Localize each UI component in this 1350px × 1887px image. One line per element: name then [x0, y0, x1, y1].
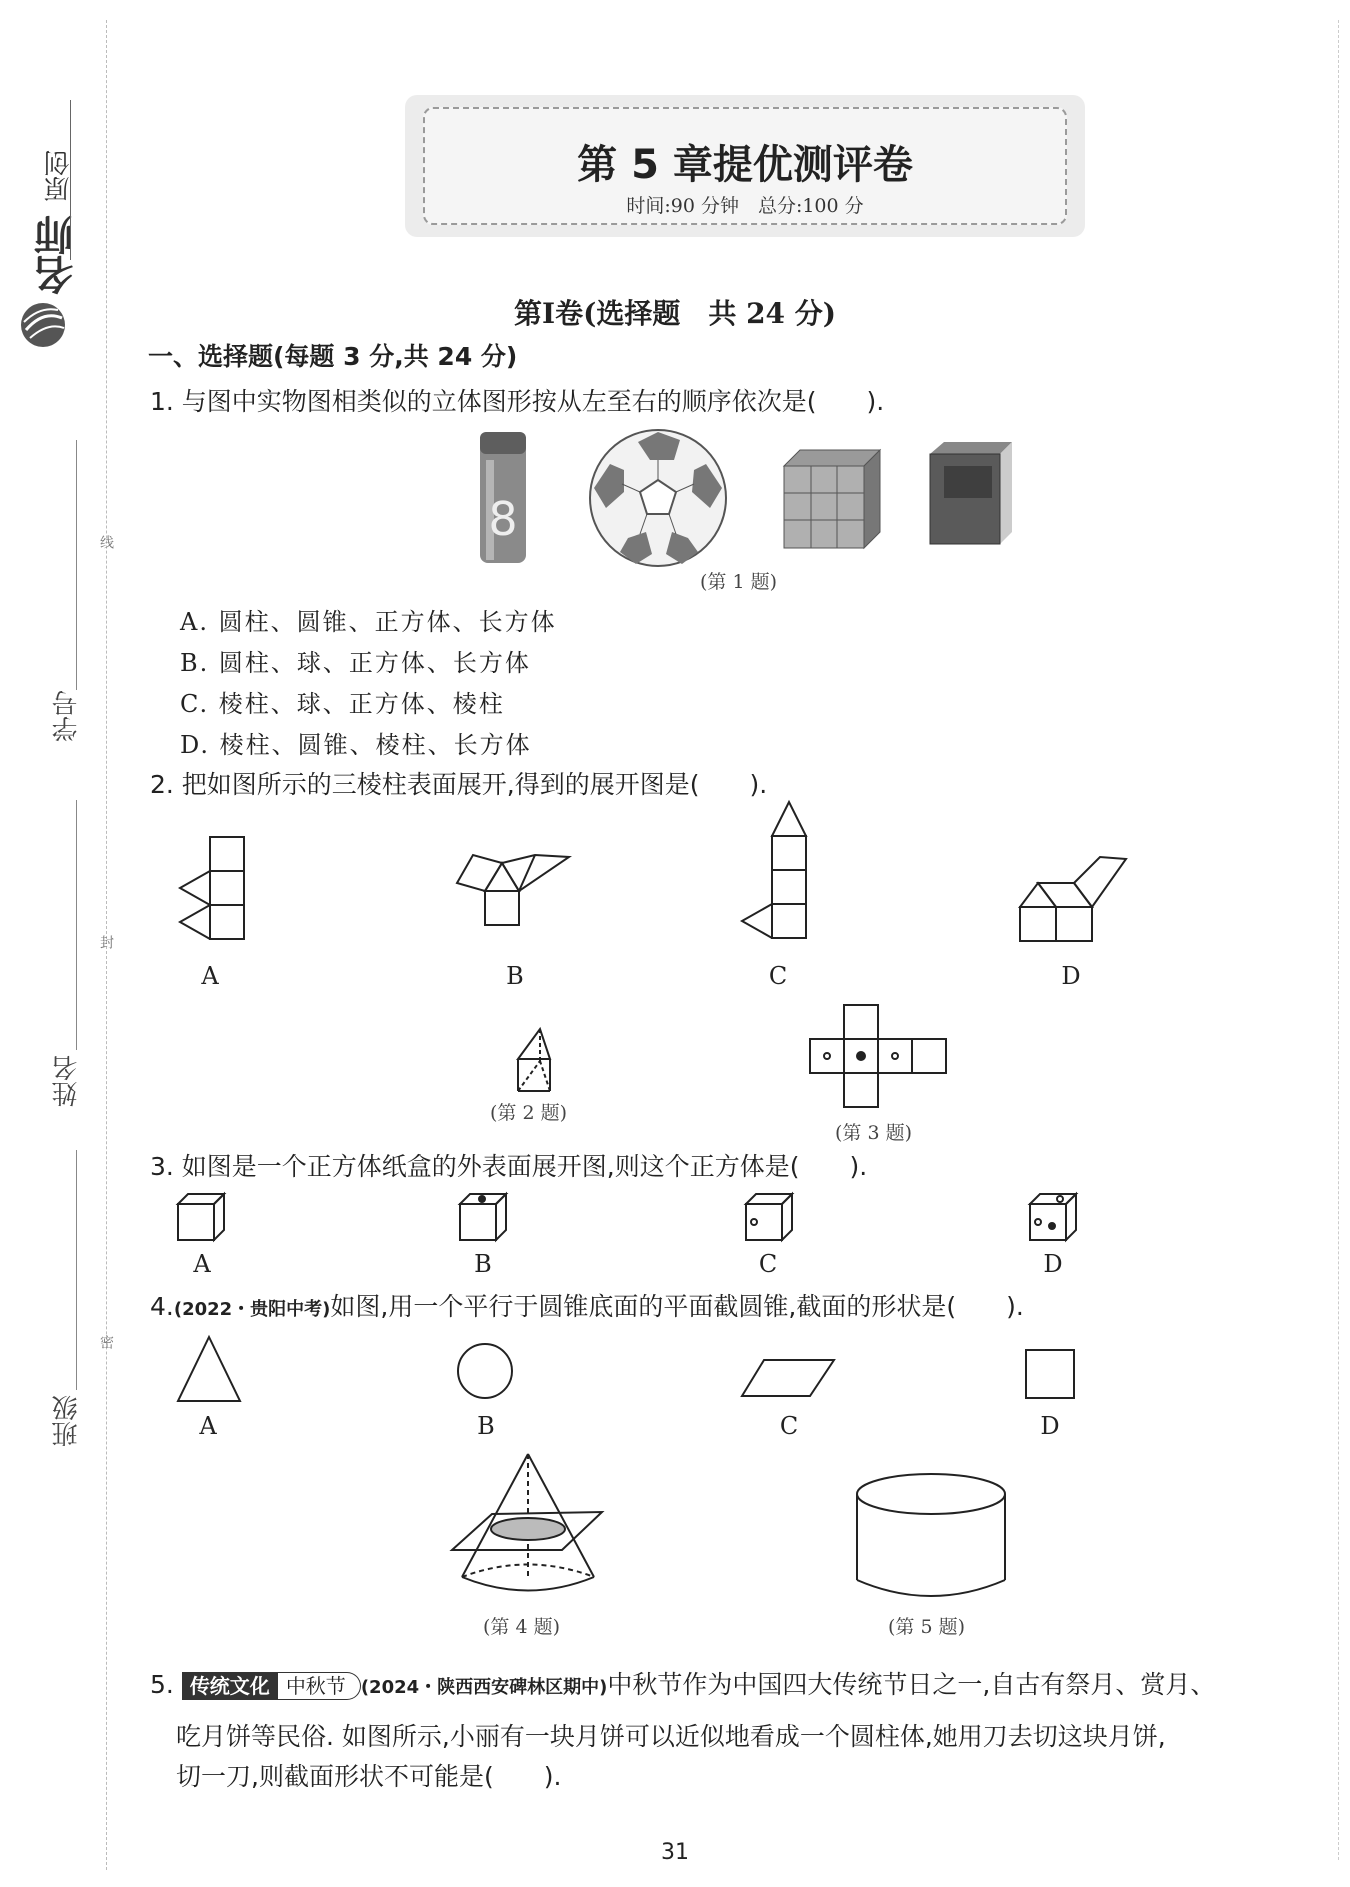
q1-option-c: C. 棱柱、球、正方体、棱柱 [180, 690, 505, 718]
cone-cross-section-figure [452, 1452, 604, 1600]
q5-number: 5. [150, 1670, 174, 1699]
triangle-option-figure [176, 1335, 242, 1403]
field-student-id: 学号 [52, 690, 82, 742]
field-line-student-id [76, 440, 77, 690]
part-heading: 一、选择题(每题 3 分,共 24 分) [148, 342, 518, 371]
question-1: 1. 与图中实物图相类似的立体图形按从左至右的顺序依次是( ). [150, 387, 885, 416]
brand-name: 名师 [34, 215, 80, 295]
football-icon [588, 428, 728, 568]
field-class: 班级 [52, 1395, 82, 1447]
cube-option-c-figure [744, 1192, 794, 1242]
q5-line1: 中秋节作为中国四大传统节日之一,自古有祭月、赏月、 [607, 1670, 1216, 1699]
title-inner [423, 107, 1067, 225]
net-option-b-figure [455, 855, 575, 945]
q3-label-d: D [1043, 1250, 1063, 1278]
q4-label-c: C [779, 1412, 799, 1440]
q4-number: 4. [150, 1292, 174, 1321]
cube-option-b-figure [458, 1192, 508, 1242]
field-line-name [76, 800, 77, 1050]
caption-q5: (第 5 题) [888, 1616, 965, 1638]
page-number: 31 [661, 1840, 689, 1865]
q1-option-a: A. 圆柱、圆锥、正方体、长方体 [180, 608, 557, 636]
parallelogram-option-figure [740, 1358, 836, 1398]
section-heading: 第Ⅰ卷(选择题 共 24 分) [513, 297, 837, 330]
field-line-class [76, 1150, 77, 1390]
q1-option-b: B. 圆柱、球、正方体、长方体 [180, 649, 531, 677]
page-title: 第 5 章提优测评卷 [577, 142, 913, 188]
question-4 [150, 1290, 1024, 1327]
question-3: 3. 如图是一个正方体纸盒的外表面展开图,则这个正方体是( ). [150, 1152, 868, 1181]
marker-line: 线 [98, 535, 114, 549]
brand-sub: 原创 [44, 150, 74, 202]
q3-label-c: C [758, 1250, 778, 1278]
q2-label-d: D [1061, 962, 1081, 990]
caption-q3: (第 3 题) [835, 1122, 912, 1144]
caption-q4: (第 4 题) [483, 1616, 560, 1638]
thermos-icon [478, 430, 528, 565]
q5-line3: 切一刀,则截面形状不可能是( ). [176, 1762, 562, 1791]
q4-label-d: D [1040, 1412, 1060, 1440]
book-icon [930, 440, 1016, 545]
net-option-c-figure [738, 800, 808, 945]
square-option-figure [1024, 1348, 1076, 1400]
question-2: 2. 把如图所示的三棱柱表面展开,得到的展开图是( ). [150, 770, 768, 799]
q1-option-d: D. 棱柱、圆锥、棱柱、长方体 [180, 731, 532, 759]
q2-label-a: A [201, 962, 219, 990]
cube-option-a-figure [176, 1192, 226, 1242]
cube-net-figure [808, 1005, 948, 1109]
marker-close: 密 [98, 1335, 114, 1349]
q4-text: 如图,用一个平行于圆锥底面的平面截圆锥,截面的形状是( ). [330, 1292, 1024, 1321]
svg-text:8: 8 [488, 492, 518, 546]
title-box [405, 95, 1085, 237]
q4-source: (2022・贵阳中考) [173, 1299, 331, 1320]
exam-meta: 时间:90 分钟 总分:100 分 [626, 195, 864, 217]
net-option-d-figure [1018, 855, 1128, 945]
q3-label-b: B [474, 1250, 492, 1278]
field-name: 姓名 [52, 1055, 82, 1107]
binding-margin [0, 0, 130, 1887]
tag-festival: 中秋节 [278, 1672, 361, 1700]
brand-divider [70, 100, 71, 260]
q5-line2: 吃月饼等民俗. 如图所示,小丽有一块月饼可以近似地看成一个圆柱体,她用刀去切这块月饼, [176, 1722, 1166, 1751]
tag-culture: 传统文化 [182, 1672, 278, 1700]
q4-label-a: A [199, 1412, 217, 1440]
triangular-prism-figure [514, 1025, 560, 1093]
q3-label-a: A [193, 1250, 211, 1278]
caption-q1: (第 1 题) [700, 571, 777, 593]
cube-option-d-figure [1028, 1192, 1078, 1242]
caption-q2: (第 2 题) [490, 1102, 567, 1124]
marker-seal: 封 [98, 935, 114, 949]
q2-label-b: B [506, 962, 524, 990]
net-option-a-figure [176, 835, 246, 945]
rubiks-cube-icon [784, 450, 880, 550]
q5-source: (2024・陕西西安碑林区期中) [360, 1677, 608, 1698]
cylinder-mooncake-figure [855, 1472, 1007, 1604]
question-5 [150, 1668, 1215, 1705]
circle-option-figure [456, 1342, 514, 1400]
q2-label-c: C [768, 962, 788, 990]
q4-label-b: B [477, 1412, 495, 1440]
culture-tag [182, 1669, 361, 1703]
